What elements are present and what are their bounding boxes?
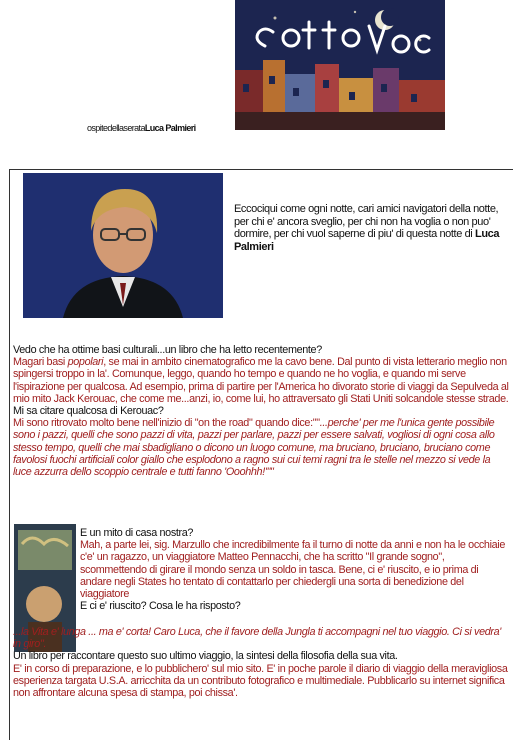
intro-name: Luca Palmieri: [234, 228, 500, 253]
interview-part1: [13, 344, 511, 478]
interview-part3: [13, 626, 511, 699]
answer-1-em: popolari: [67, 356, 104, 369]
sottovoce-logo: [235, 0, 445, 130]
question-1: Vedo che ha ottime basi culturali...un libro che ha letto recentemente?: [13, 344, 322, 356]
intro-body: Eccociqui come ogni notte, cari amici navigatori della notte, per chi e' ancora sveglio, per chi non ha voglia o non puo' dormire, per chi vuol saperne di piu' di questa notte di: [234, 203, 499, 241]
answer-2-em: ...perche' per me l'unica gente possibile sono i pazzi, quelli che sono pazzi di vita, pazzi per parlare, pazzi per essere salvati, vogliosi di ogni cosa allo stesso tempo, quelli che mai sbadigliano o dicono un luogo comune, ma bruciano, bruciano, bruciano come favolosi fuochi artificiali color giallo che esplodono a ragno sui cui temi ragni tra le stelle nel mezzo si vede la luce azzurra dello scoppio centrale e tutti fanno 'Ooohhh!'"": [13, 417, 495, 479]
answer-1: [13, 356, 511, 405]
answer-5: E' in corso di preparazione, e lo pubblichero' sul mio sito. E' in poche parole il diario di viaggio della meravigliosa esperienza targata U.S.A. arricchita da un contributo fotografico e multimediale. Pubblicarlo su internet significa non affrontare alcuna spesa di stampa, poi chissa'.: [13, 662, 508, 700]
guest-name: Luca Palmieri: [144, 123, 196, 133]
intro-text: [234, 203, 510, 253]
guest-prefix: ospitedellaserata: [87, 123, 145, 133]
question-2: Mi sa citare qualcosa di Kerouac?: [13, 405, 164, 418]
answer-3: Mah, a parte lei, sig. Marzullo che incredibilmente fa il turno di notte da anni e non ha le occhiaie c'e' un ragazzo, un viaggiatore Matteo Pennacchi, che ha scritto "Il grande sogno", scommettendo di girare il mondo senza un soldo in tasca. Bene, ci e' riuscito, e io prima di andare negli States ho tentato di contattarlo per chiedergli una sorta di benedizione del viaggiatore: [80, 539, 505, 601]
question-3: E un mito di casa nostra?: [80, 527, 194, 539]
guest-caption: [87, 123, 196, 133]
answer-1-pre: Magari basi: [13, 356, 68, 369]
guest-portrait: [23, 173, 223, 318]
answer-2: [13, 417, 511, 478]
question-4: E ci e' riuscito? Cosa le ha risposto?: [80, 600, 241, 613]
answer-4: ...la Vita e' lunga ... ma e' corta! Caro Luca, che il favore della Jungla ti accompagni nel tuo viaggio. Ci si vedra' in giro".: [13, 626, 502, 651]
question-5: Un libro per raccontare questo suo ultimo viaggio, la sintesi della filosofia della sua vita.: [13, 650, 398, 663]
answer-2-pre: Mi sono ritrovato molto bene nell'inizio di "on the road" quando dice:"": [13, 417, 320, 430]
interview-part2: [80, 527, 511, 612]
answer-1-post: , se mai in ambito cinematografico me la cavo bene. Dal punto di vista letterario meglio non spingersi troppo in la'. Comunque, leggo, quando ho tempo e quando ne ho voglia, e quando mi serve l'ispirazione per qualcosa. Ad esempio, prima di partire per l'America ho divorato storie di viaggi da Sepulveda al mio mito Jack Kerouac, che come me...anzi, io, come lui, ho attraversato gli Stati Uniti solcandole stesse strade.: [13, 356, 509, 405]
